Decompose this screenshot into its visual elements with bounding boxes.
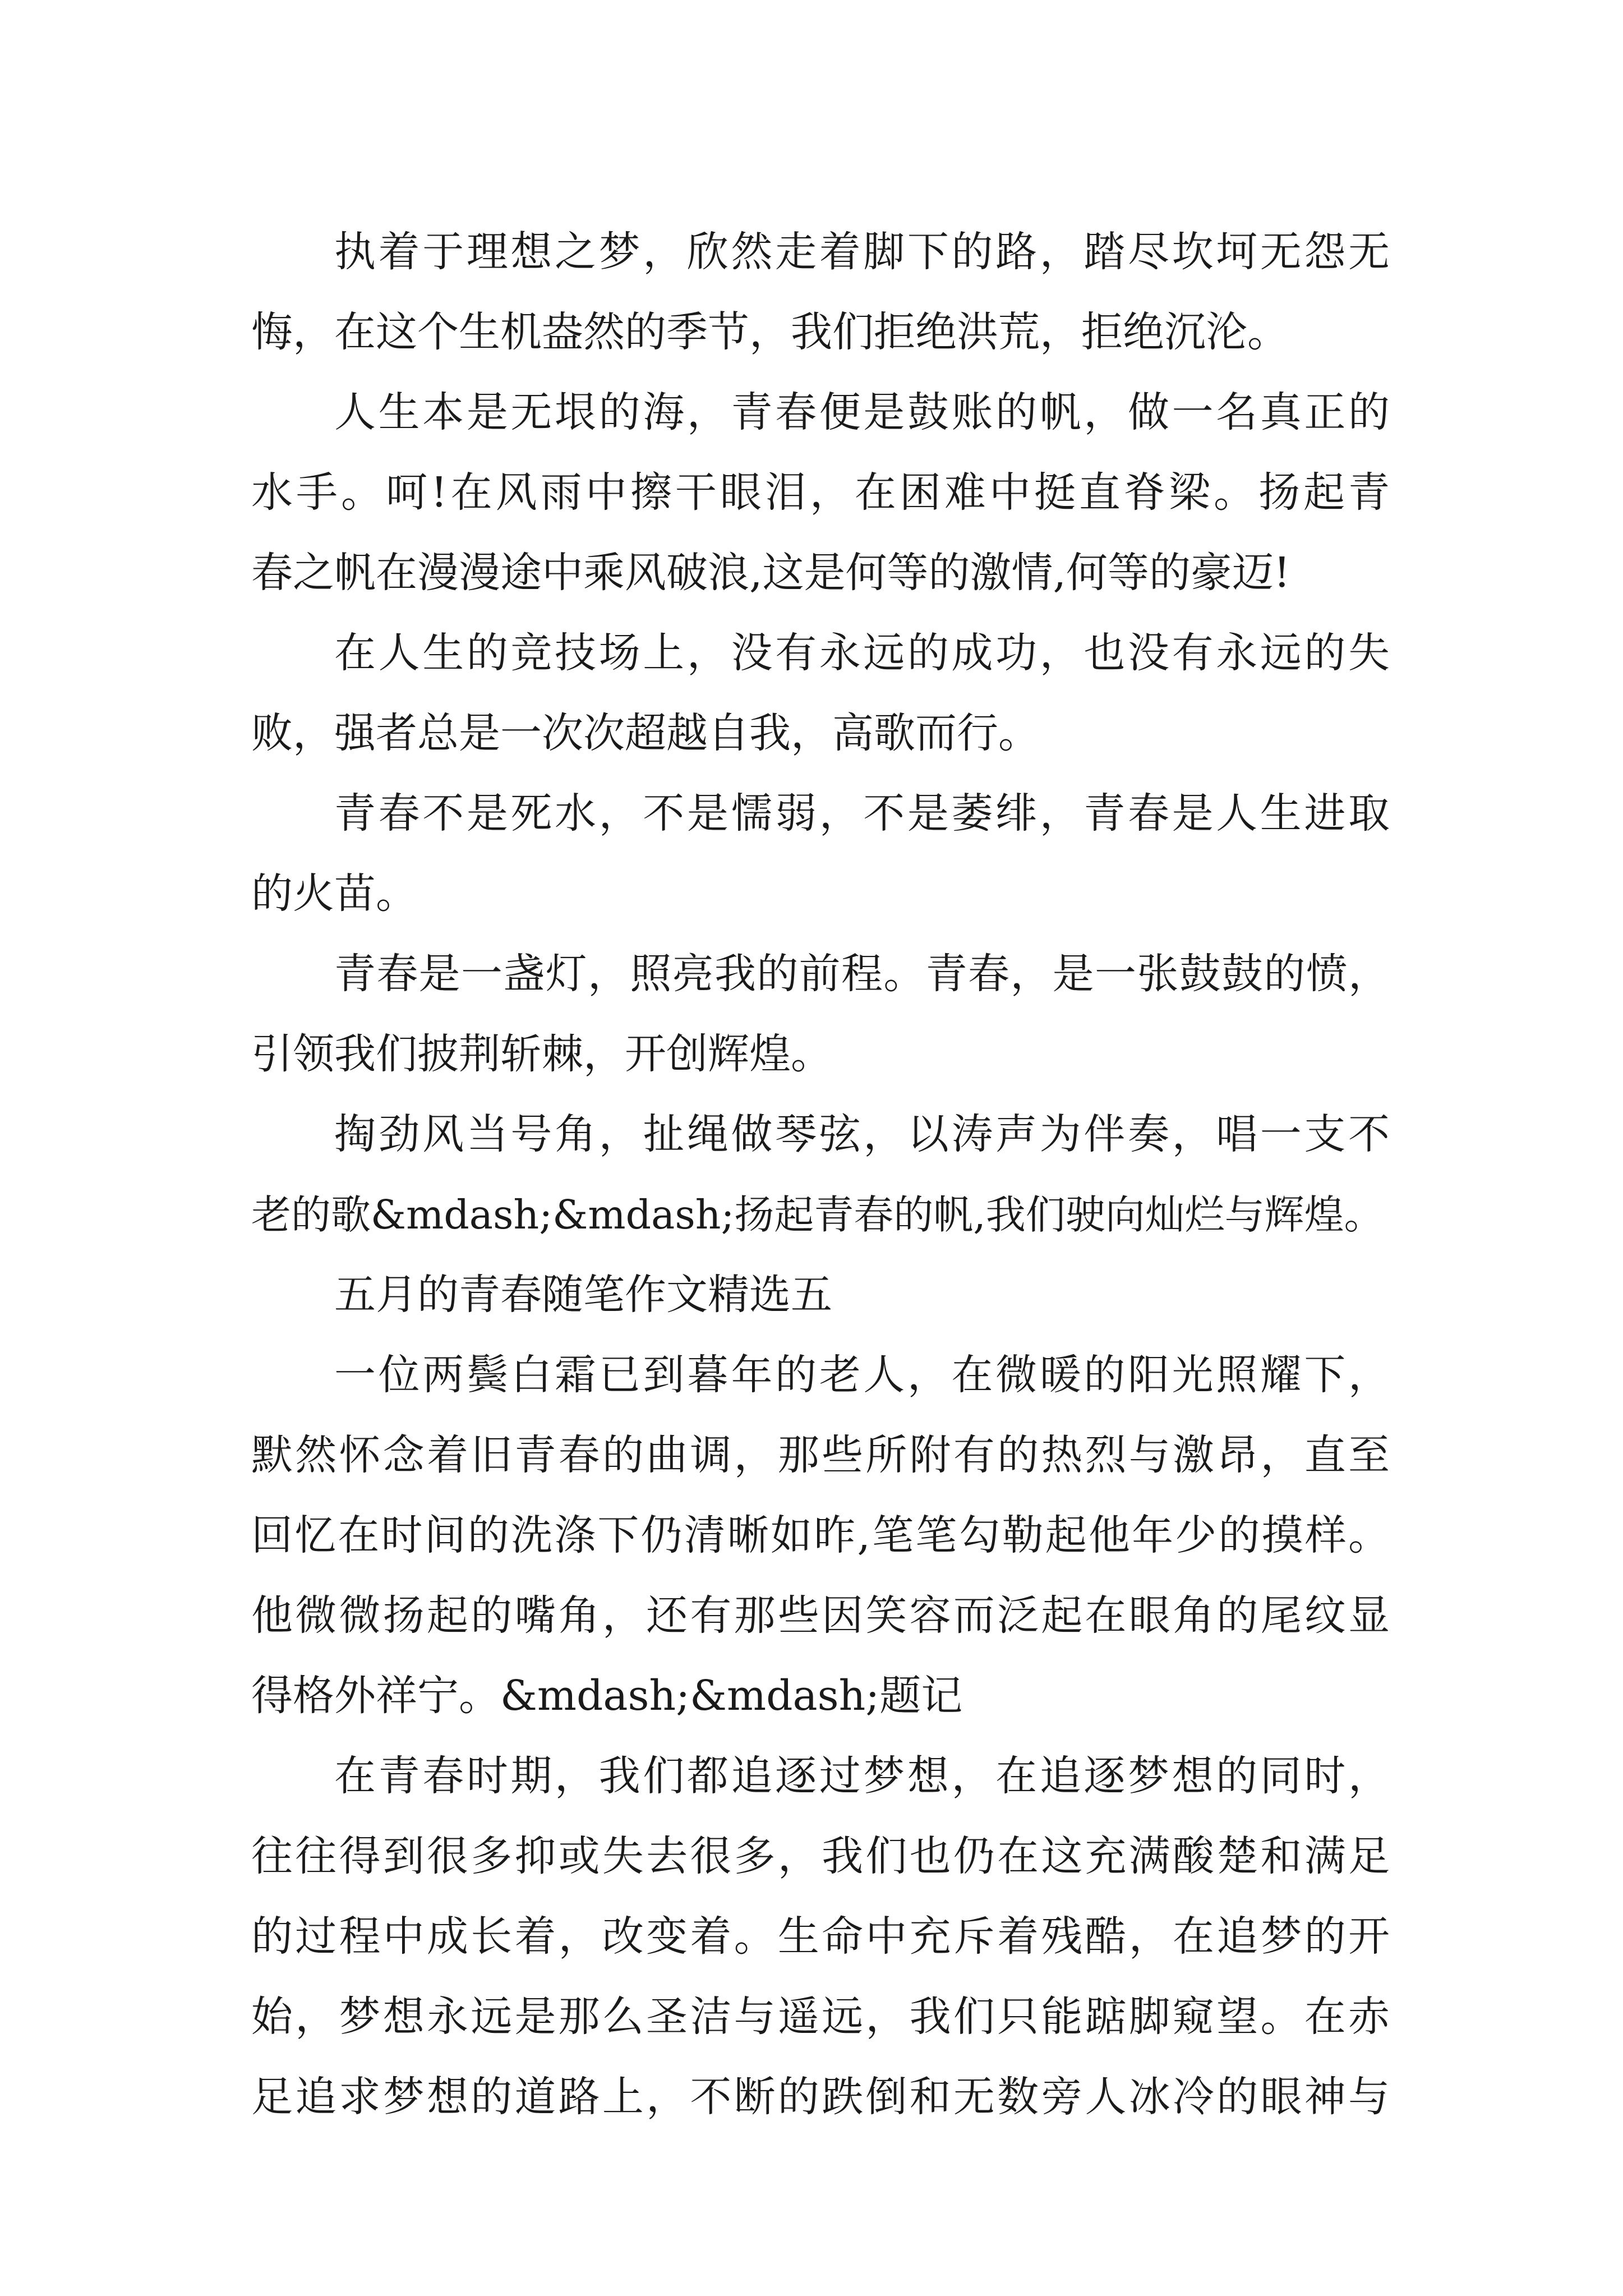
text-line: 人生本是无垠的海，青春便是鼓账的帆，做一名真正的 [334,388,1390,436]
text-line: 执着于理想之梦，欣然走着脚下的路，踏尽坎坷无怨无 [334,228,1390,276]
text-line: 悔，在这个生机盎然的季节，我们拒绝洪荒，拒绝沉沦。 [251,308,1289,356]
text-line: 败，强者总是一次次超越自我，高歌而行。 [251,709,1040,757]
text-line: 青春不是死水，不是懦弱，不是萎绯，青春是人生进取 [334,789,1390,838]
text-line: 老的歌&mdash;&mdash;扬起青春的帆,我们驶向灿烂与辉煌。 [251,1191,1384,1238]
text-line: 在青春时期，我们都追逐过梦想，在追逐梦想的同时， [334,1752,1390,1800]
text-line: 一位两鬓白霜已到暮年的老人，在微暖的阳光照耀下， [334,1351,1390,1399]
text-line: 水手。呵!在风雨中擦干眼泪，在困难中挺直脊梁。扬起青 [251,468,1390,517]
text-line: 默然怀念着旧青春的曲调，那些所附有的热烈与激昂，直至 [251,1431,1390,1479]
text-line: 往往得到很多抑或失去很多，我们也仍在这充满酸楚和满足 [251,1832,1390,1880]
text-line: 在人生的竞技场上，没有永远的成功，也没有永远的失 [334,629,1390,677]
text-line: 的火苗。 [251,869,417,918]
text-line: 得格外祥宁。&mdash;&mdash;题记 [251,1672,963,1720]
text-line: 足追求梦想的道路上，不断的跌倒和无数旁人冰冷的眼神与 [251,2073,1390,2121]
text-line: 引领我们披荆斩棘，开创辉煌。 [251,1030,832,1078]
text-line: 始，梦想永远是那么圣洁与遥远，我们只能踮脚窥望。在赤 [251,1993,1390,2041]
section-heading: 五月的青春随笔作文精选五 [334,1271,832,1319]
text-line: 青春是一盏灯，照亮我的前程。青春，是一张鼓鼓的愤， [334,950,1390,998]
text-line: 掏劲风当号角，扯绳做琴弦，以涛声为伴奏，唱一支不 [334,1110,1390,1158]
text-line: 春之帆在漫漫途中乘风破浪,这是何等的激情,何等的豪迈! [251,549,1290,597]
text-line: 回忆在时间的洗涤下仍清晰如昨,笔笔勾勒起他年少的摸样。 [251,1511,1390,1559]
text-line: 的过程中成长着，改变着。生命中充斥着残酷，在追梦的开 [251,1912,1390,1961]
document-body [251,212,1390,2137]
text-line: 他微微扬起的嘴角，还有那些因笑容而泛起在眼角的尾纹显 [251,1591,1390,1640]
